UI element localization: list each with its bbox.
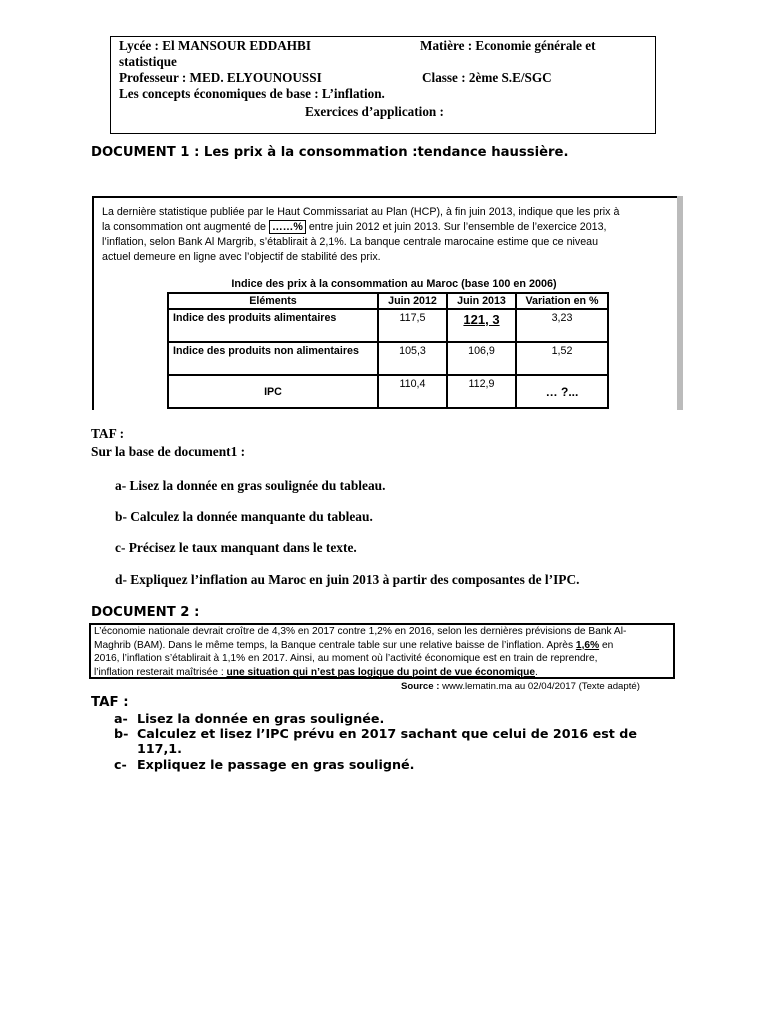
taf-2-item-a: Lisez la donnée en gras soulignée. <box>137 711 385 726</box>
cell-variation-missing: … ?... <box>516 375 608 408</box>
frame-shadow <box>677 196 683 410</box>
taf-2-item-c-marker: c- <box>114 757 127 772</box>
taf-2-item-b: Calculez et lisez l’IPC prévu en 2017 sachant que celui de 2016 est de <box>137 726 637 741</box>
col-header-variation: Variation en % <box>516 293 608 309</box>
doc1-line-2-end: entre juin 2012 et juin 2013. Sur l’ensemble de l’exercice 2013, <box>308 221 607 233</box>
cell-juin-2012: 110,4 <box>378 375 447 408</box>
doc1-line-3: l’inflation, selon Bank Al Margrib, s’établirait à 2,1%. La banque centrale marocaine estime que ce niveau <box>102 236 599 248</box>
cell-variation: 3,23 <box>516 309 608 342</box>
document-2-source <box>401 681 640 692</box>
doc2-line-4-end: . <box>535 666 538 678</box>
teacher: Professeur : MED. ELYOUNOUSSI <box>119 70 322 85</box>
document-1-title: DOCUMENT 1 : Les prix à la consommation :tendance haussière. <box>91 145 569 160</box>
school-name: Lycée : El MANSOUR EDDAHBI <box>119 38 311 53</box>
document-1-text <box>102 205 676 265</box>
cell-juin-2012: 105,3 <box>378 342 447 375</box>
taf-2-item-b-cont: 117,1. <box>137 741 182 756</box>
doc1-line-2-start: la consommation ont augmenté de <box>102 221 266 233</box>
taf-1-intro: Sur la base de document1 : <box>91 444 246 459</box>
col-header-juin-2012: Juin 2012 <box>378 293 447 309</box>
doc2-line-3: 2016, l’inflation s’établirait à 1,1% en 2017. Ainsi, au moment où l’activité économique est en train de reprendre, <box>94 653 598 665</box>
cell-juin-2013 <box>447 309 516 342</box>
missing-rate-box: ……% <box>269 220 306 234</box>
doc2-line-2 <box>94 639 671 653</box>
table-header-row <box>168 293 608 309</box>
row-label: IPC <box>168 375 378 408</box>
cell-juin-2012: 117,5 <box>378 309 447 342</box>
table-row <box>168 375 608 408</box>
document-2-text <box>94 625 671 679</box>
doc1-line-1: La dernière statistique publiée par le Haut Commissariat au Plan (HCP), à fin juin 2013, indique que les prix à <box>102 206 620 218</box>
header-box <box>110 36 656 134</box>
highlighted-value: 121, 3 <box>463 312 500 327</box>
highlighted-passage: une situation qui n’est pas logique du point de vue économique <box>226 666 535 678</box>
taf-1-item-a: a- Lisez la donnée en gras soulignée du tableau. <box>115 478 386 493</box>
highlighted-rate: 1,6% <box>575 639 600 651</box>
row-label: Indice des produits non alimentaires <box>168 342 378 375</box>
row-label: Indice des produits alimentaires <box>168 309 378 342</box>
doc2-line-4 <box>94 666 671 680</box>
document-2-frame <box>89 623 675 679</box>
class-level: Classe : 2ème S.E/SGC <box>422 70 552 85</box>
taf-1-item-c: c- Précisez le taux manquant dans le texte. <box>115 540 357 555</box>
taf-1-item-d: d- Expliquez l’inflation au Maroc en juin 2013 à partir des composantes de l’IPC. <box>115 572 580 587</box>
source-label: Source : <box>401 681 440 692</box>
doc1-line-2 <box>102 220 676 235</box>
taf-2-heading: TAF : <box>91 695 129 710</box>
source-text: www.lematin.ma au 02/04/2017 (Texte adapté) <box>442 681 640 692</box>
subject: Matière : Economie générale et <box>420 38 596 53</box>
doc2-line-2-start: Maghrib (BAM). Dans le même temps, la Banque centrale table sur une relative baisse de l’inflation. Après <box>94 639 574 651</box>
cell-variation: 1,52 <box>516 342 608 375</box>
cell-juin-2013: 112,9 <box>447 375 516 408</box>
col-header-elements: Eléments <box>168 293 378 309</box>
doc2-line-1: L’économie nationale devrait croître de 4,3% en 2017 contre 1,2% en 2016, selon les dernières prévisions de Bank Al- <box>94 626 627 637</box>
doc2-line-4-start: l’inflation resterait maîtrisée : <box>94 666 224 678</box>
document-1-frame <box>92 196 679 410</box>
taf-2-item-a-marker: a- <box>114 711 128 726</box>
table-row <box>168 342 608 375</box>
table-title: Indice des prix à la consommation au Maroc (base 100 en 2006) <box>231 278 557 290</box>
exercises-title: Exercices d’application : <box>305 104 444 119</box>
cell-juin-2013: 106,9 <box>447 342 516 375</box>
subject-continued: statistique <box>119 54 177 69</box>
taf-1-heading: TAF : <box>91 426 125 441</box>
lesson-title: Les concepts économiques de base : L’inflation. <box>119 86 385 101</box>
taf-2-item-b-marker: b- <box>114 726 129 741</box>
table-row <box>168 309 608 342</box>
taf-2-item-c: Expliquez le passage en gras souligné. <box>137 757 415 772</box>
doc1-line-4: actuel demeure en ligne avec l’objectif de stabilité des prix. <box>102 251 381 263</box>
taf-1-item-b: b- Calculez la donnée manquante du tableau. <box>115 509 373 524</box>
ipc-table <box>167 292 609 409</box>
document-2-title: DOCUMENT 2 : <box>91 605 200 620</box>
doc2-line-2-end: en <box>601 639 614 651</box>
col-header-juin-2013: Juin 2013 <box>447 293 516 309</box>
